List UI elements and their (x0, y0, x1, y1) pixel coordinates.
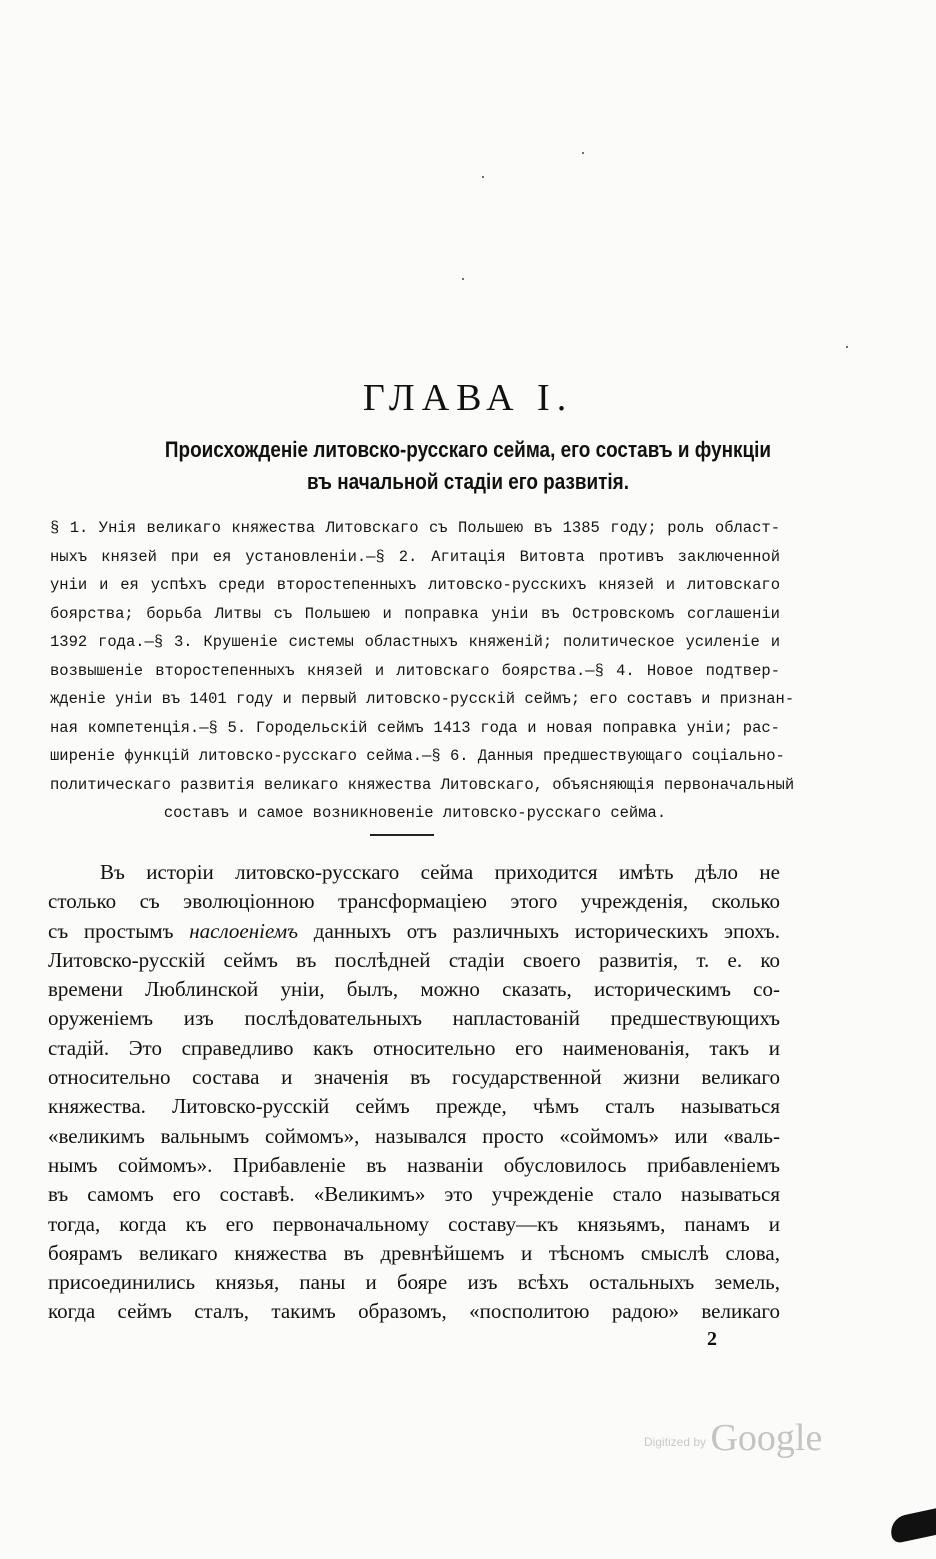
summary-line: уніи и ея успѣхъ среди второстепенныхъ литовско-русскихъ князей и литовскаго (50, 576, 780, 594)
chapter-summary (50, 514, 795, 828)
body-line: боярамъ великаго княжества въ древнѣйшемъ и тѣсномъ смыслѣ слова, (48, 1240, 780, 1265)
body-line: тогда, когда къ его первоначальному составу—къ князьямъ, панамъ и (48, 1211, 780, 1236)
body-line: «великимъ вальнымъ соймомъ», назывался просто «соймомъ» или «валь- (48, 1123, 780, 1148)
summary-line: возвышеніе второстепенныхъ князей и литовскаго боярства.—§ 4. Новое подтвер- (50, 661, 780, 680)
scan-speck (846, 346, 848, 348)
digitized-watermark (644, 1416, 822, 1460)
body-line: Въ исторіи литовско-русскаго сейма приходится имѣть дѣло не (100, 860, 780, 884)
summary-line: боярства; борьба Литвы съ Польшею и поправка уніи въ Островскомъ соглашеніи (50, 604, 780, 623)
chapter-title-line: Происхожденіе литовско-русскаго сейма, его составъ и функціи (164, 437, 772, 462)
summary-line: жденіе уніи въ 1401 году и первый литовско-русскій сеймъ; его составъ и признан- (50, 690, 795, 708)
scan-speck (482, 176, 484, 178)
body-line: оруженіемъ изъ послѣдовательныхъ напластованій предшествующихъ (48, 1006, 780, 1031)
scan-edge-blot (888, 1506, 936, 1544)
chapter-heading: ГЛАВА I. (362, 377, 574, 419)
watermark-prefix: Digitized by (644, 1435, 707, 1449)
body-line: присоединились князья, паны и бояре изъ всѣхъ остальныхъ земель, (48, 1270, 780, 1295)
summary-line: 1392 года.—§ 3. Крушеніе системы областныхъ княженій; политическое усиленіе и (50, 633, 780, 651)
summary-line: § 1. Унія великаго княжества Литовскаго съ Польшею въ 1385 году; роль област- (50, 519, 780, 537)
scan-speck (582, 152, 584, 154)
body-line: въ самомъ его составѣ. «Великимъ» это учрежденіе стало называться (48, 1182, 780, 1207)
summary-line: ныхъ князей при ея установленіи.—§ 2. Агитація Витовта противъ заключенной (50, 547, 780, 566)
body-line: княжества. Литовско-русскій сеймъ прежде, чѣмъ сталъ называться (48, 1094, 780, 1119)
body-line: времени Люблинской уніи, былъ, можно сказать, историческимъ со- (48, 977, 780, 1002)
page-number: 2 (707, 1328, 717, 1350)
body-line: столько съ эволюціонною трансформаціею этого учрежденія, сколько (48, 889, 780, 914)
google-logo: Google (710, 1417, 823, 1459)
body-line (48, 917, 780, 946)
summary-line: ная компетенція.—§ 5. Городельскій сеймъ 1413 года и новая поправка уніи; рас- (50, 718, 780, 737)
body-line: стадій. Это справедливо какъ относительно его наименованія, такъ и (48, 1035, 780, 1060)
section-divider (370, 834, 434, 836)
body-line: нымъ соймомъ». Прибавленіе въ названіи обусловилось прибавленіемъ (48, 1152, 780, 1177)
summary-line: составъ и самое возникновеніе литовско-русскаго сейма. (163, 804, 667, 822)
body-text-run: данныхъ отъ различныхъ историческихъ эпохъ. (298, 918, 780, 943)
chapter-title-line: въ начальной стадіи его развитія. (307, 469, 629, 494)
scan-speck (462, 278, 464, 280)
body-line: Литовско-русскій сеймъ въ послѣдней стадіи своего развитія, т. е. ко (48, 947, 780, 972)
summary-line: политическаго развитія великаго княжества Литовскаго, объясняющія первоначальный (50, 775, 795, 794)
body-line: относительно состава и значенія въ государственной жизни великаго (48, 1065, 780, 1090)
body-text-run: съ простымъ (48, 918, 190, 943)
body-line: когда сеймъ сталъ, такимъ образомъ, «посполитою радою» великаго (48, 1299, 780, 1324)
emphasized-word: наслоеніемъ (189, 918, 299, 943)
body-paragraph (48, 858, 780, 1327)
chapter-title (100, 434, 836, 498)
summary-line: ширеніе функцій литовско-русскаго сейма.—§ 6. Данныя предшествующаго соціально- (50, 747, 785, 765)
